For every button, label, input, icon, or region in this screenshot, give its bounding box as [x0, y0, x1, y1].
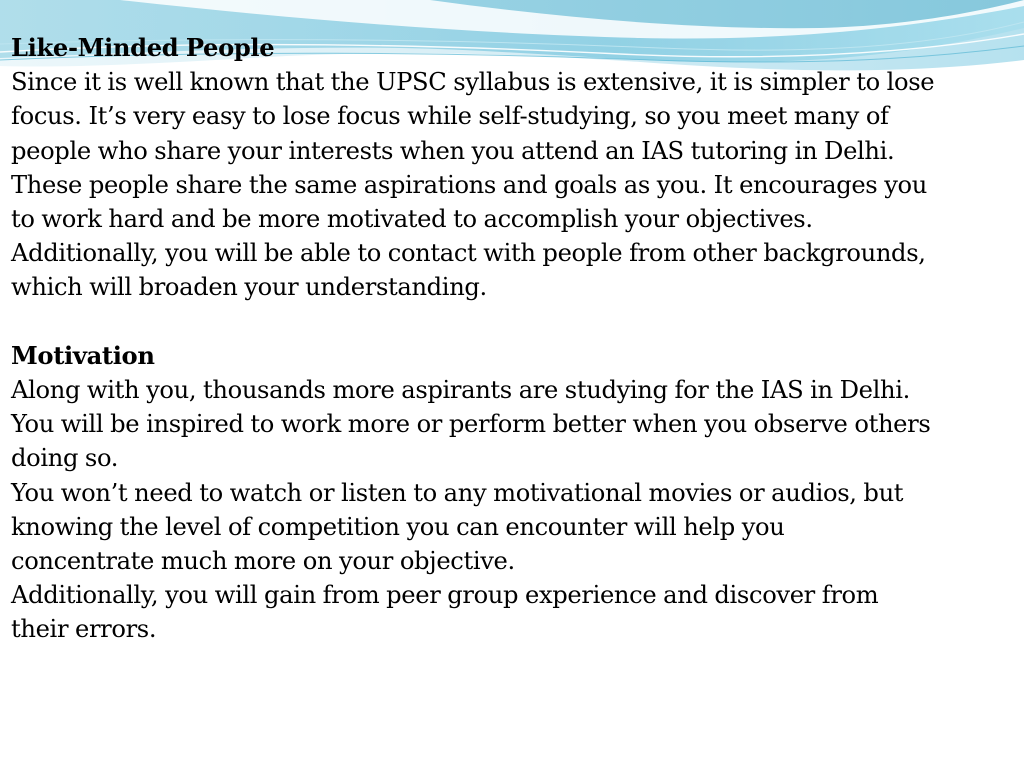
body-line: their errors.	[11, 615, 157, 644]
body-line: You won’t need to watch or listen to any motivational movies or audios, but	[11, 478, 904, 507]
body-line: Additionally, you will be able to contact with people from other backgrounds,	[11, 239, 926, 268]
body-line: concentrate much more on your objective.	[11, 547, 515, 576]
body-line: You will be inspired to work more or perform better when you observe others	[11, 410, 931, 439]
body-line: knowing the level of competition you can encounter will help you	[11, 512, 785, 541]
body-line: which will broaden your understanding.	[11, 273, 487, 302]
body-line: Along with you, thousands more aspirants are studying for the IAS in Delhi.	[11, 376, 910, 405]
body-line: focus. It’s very easy to lose focus while self-studying, so you meet many of	[11, 102, 889, 131]
paragraph-spacer	[11, 305, 1001, 339]
body-line: doing so.	[11, 444, 119, 473]
section-heading: Motivation	[11, 340, 155, 370]
body-line: Since it is well known that the UPSC syllabus is extensive, it is simpler to lose	[11, 68, 935, 97]
body-line: people who share your interests when you attend an IAS tutoring in Delhi.	[11, 136, 895, 165]
section-heading: Like-Minded People	[11, 33, 275, 62]
body-line: Additionally, you will gain from peer group experience and discover from	[11, 581, 879, 610]
body-line: to work hard and be more motivated to accomplish your objectives.	[11, 205, 813, 234]
slide-body	[11, 31, 1001, 647]
body-line: These people share the same aspirations and goals as you. It encourages you	[11, 170, 927, 199]
